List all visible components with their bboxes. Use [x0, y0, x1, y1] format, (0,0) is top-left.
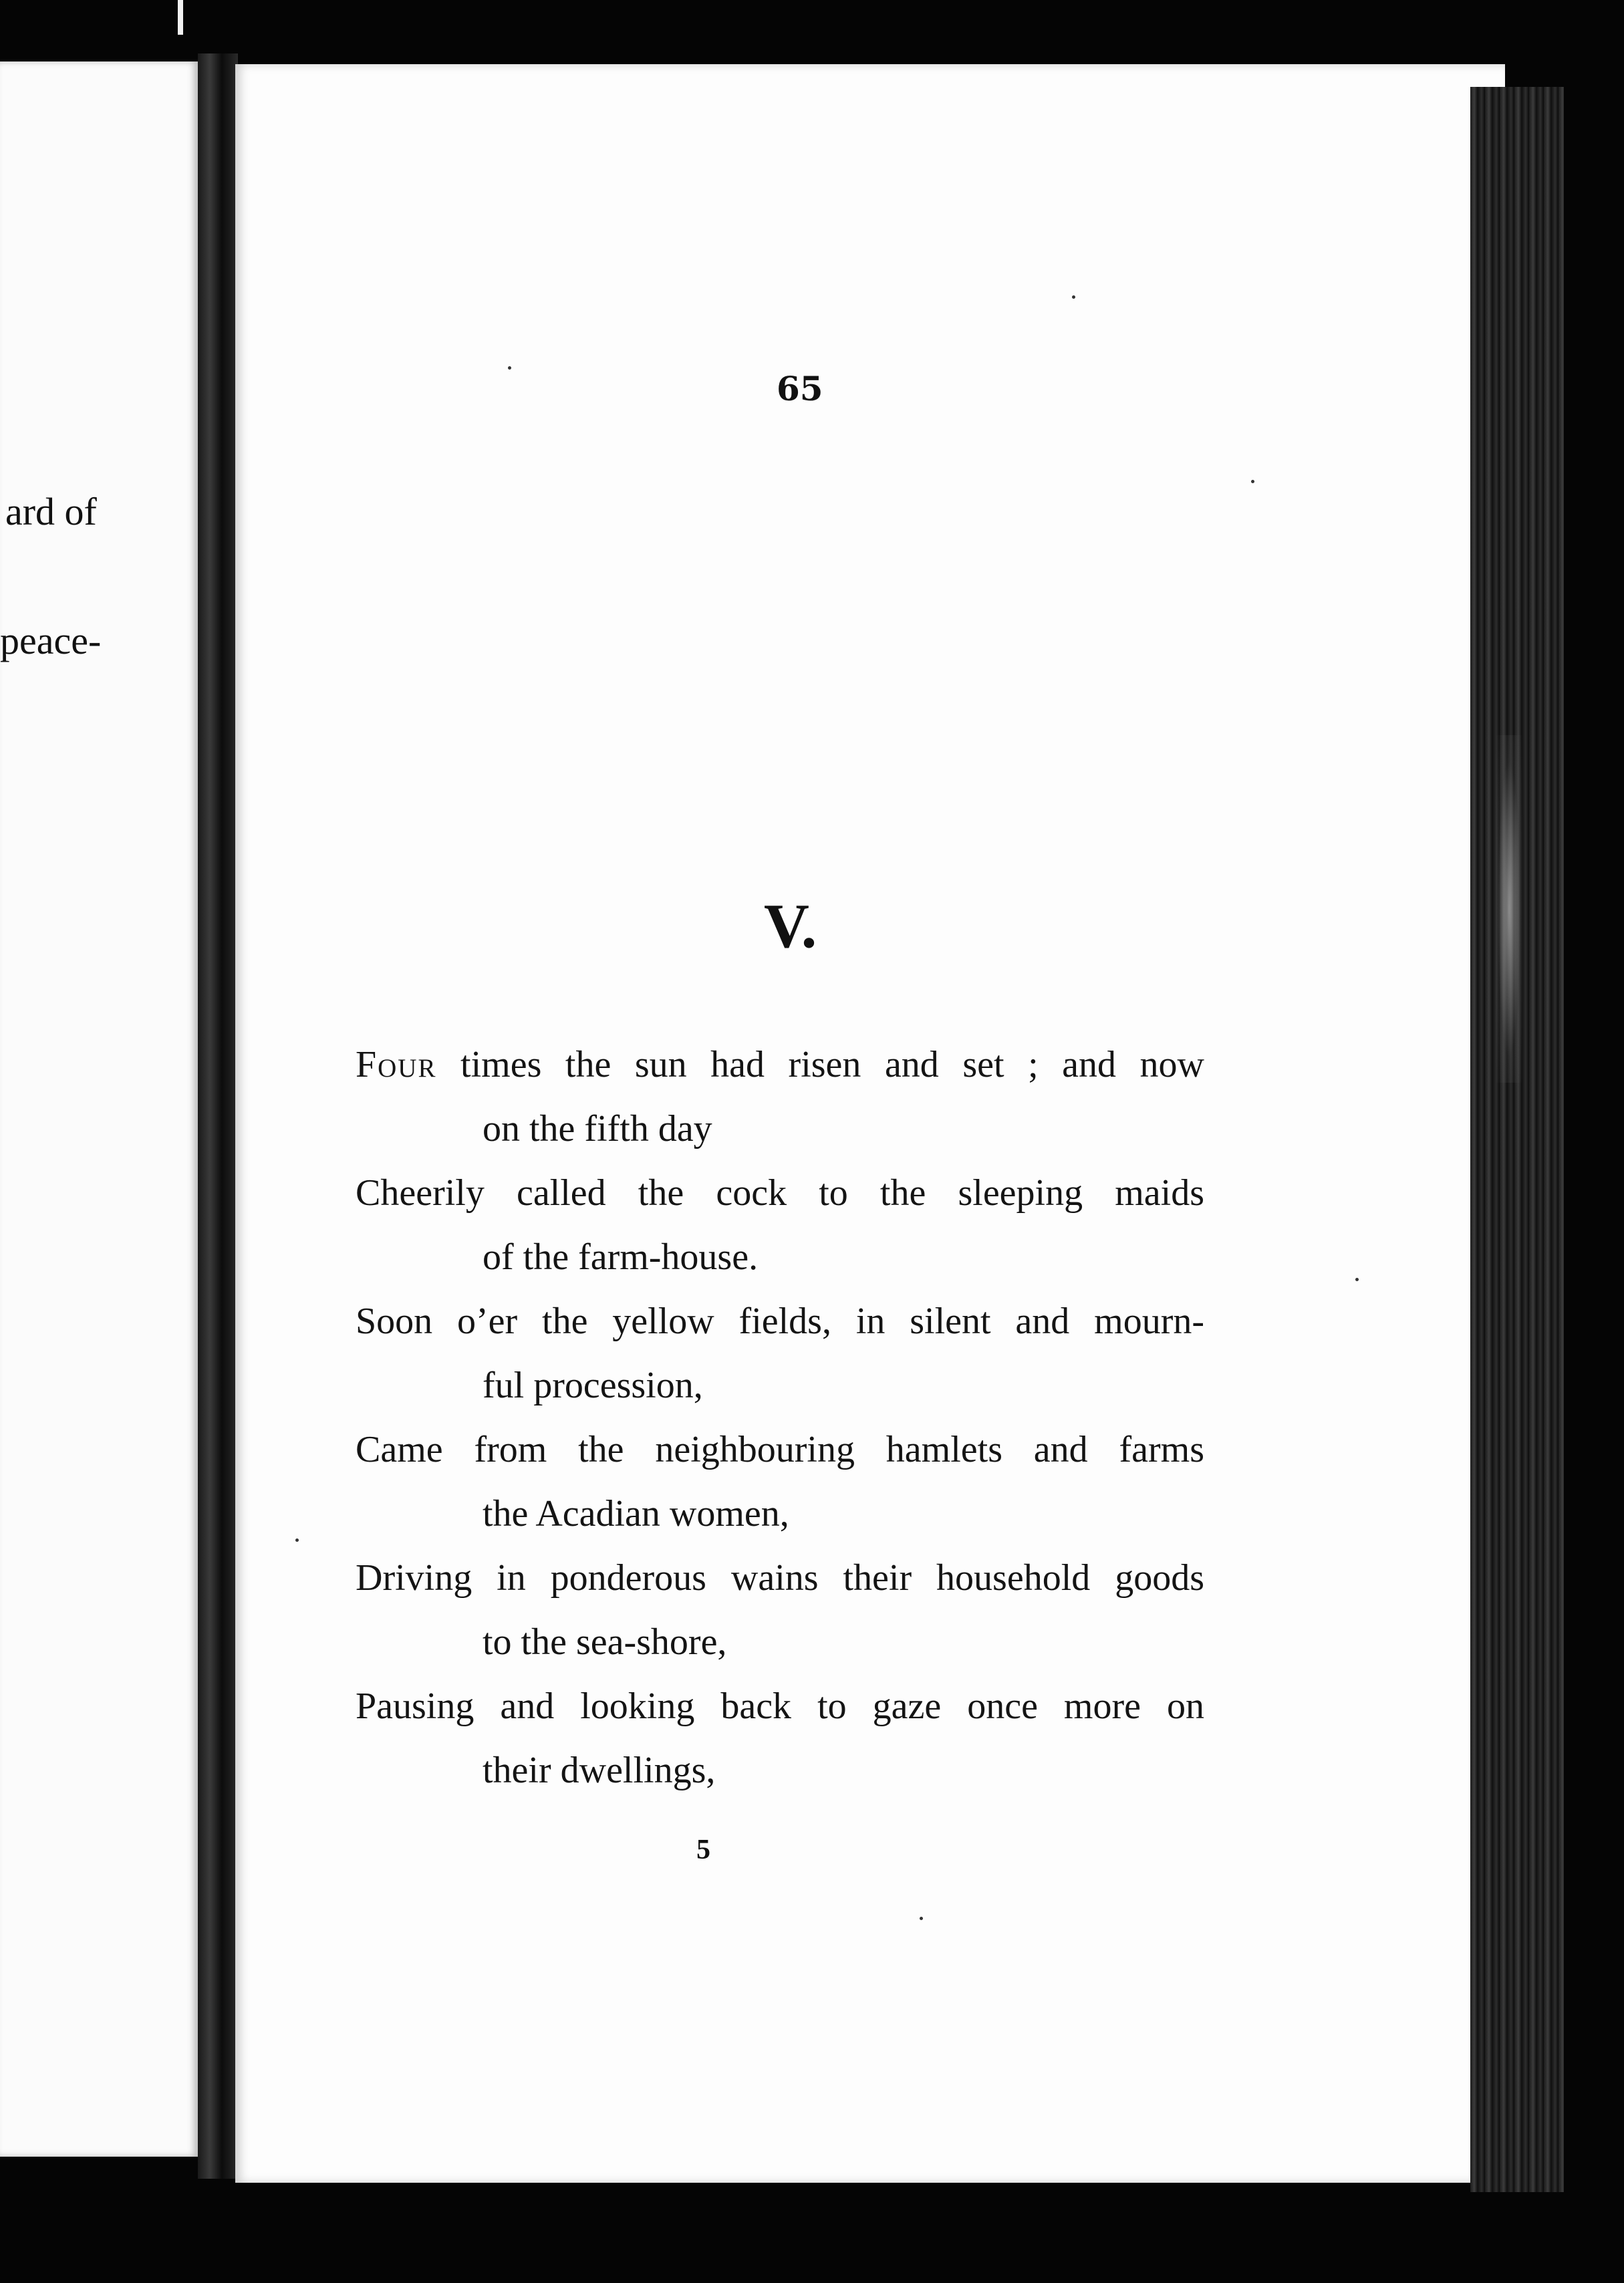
- page-edges: [1470, 87, 1564, 2192]
- verse-line: ful procession,: [483, 1365, 703, 1406]
- paper-speck: [920, 1917, 923, 1920]
- paper-speck: [508, 366, 511, 370]
- page-number: 65: [777, 369, 823, 408]
- verse-line: to the sea-shore,: [483, 1621, 727, 1663]
- book-gutter: [198, 53, 238, 2179]
- paper-speck: [295, 1538, 299, 1542]
- verse-line: Pausing and looking back to gaze once more on: [356, 1686, 1204, 1727]
- signature-mark: 5: [696, 1835, 710, 1865]
- page-edge-wear: [1496, 735, 1522, 1083]
- verse-line: Driving in ponderous wains their household goods: [356, 1557, 1204, 1599]
- verse-line: Came from the neighbouring hamlets and farms: [356, 1429, 1204, 1470]
- scan-edge-mark: [178, 0, 183, 35]
- poem-text: [356, 1033, 1211, 1802]
- verse-line: their dwellings,: [483, 1750, 716, 1791]
- facing-page-text-line: ard of: [5, 490, 97, 533]
- facing-page-left: [0, 61, 198, 2157]
- paper-speck: [1072, 295, 1075, 299]
- paper-speck: [1251, 480, 1254, 483]
- verse-line: the Acadian women,: [483, 1493, 789, 1534]
- verse-line: of the farm-house.: [483, 1236, 759, 1278]
- section-heading: V.: [764, 892, 817, 961]
- facing-page-text-line: peace-: [0, 619, 102, 662]
- drop-word: Four: [356, 1044, 437, 1085]
- verse-line: Cheerily called the cock to the sleeping maids: [356, 1172, 1204, 1214]
- verse-line: Soon o’er the yellow fields, in silent and mourn-: [356, 1301, 1204, 1342]
- paper-speck: [1355, 1278, 1359, 1281]
- verse-line: on the fifth day: [483, 1108, 712, 1150]
- verse-line: Four times the sun had risen and set ; and now: [356, 1044, 1204, 1085]
